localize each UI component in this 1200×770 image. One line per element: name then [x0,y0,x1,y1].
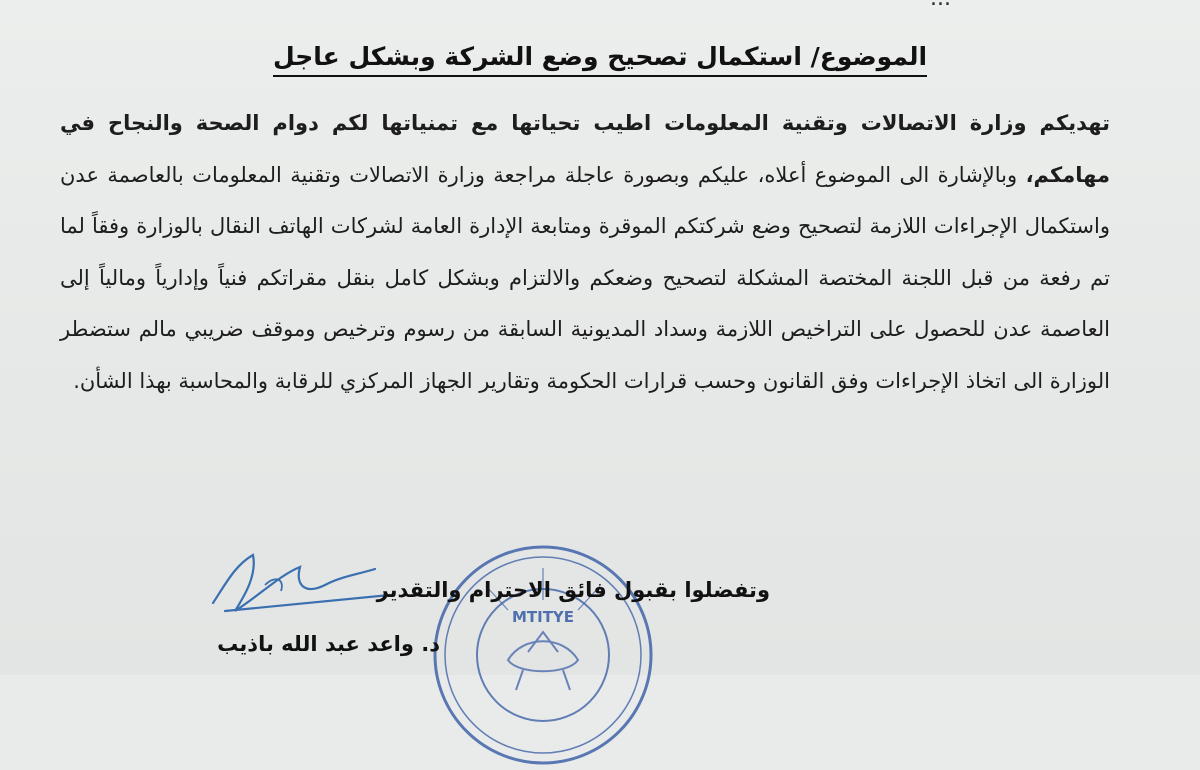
official-stamp [428,540,658,770]
handwritten-signature [205,545,395,625]
subject-label: الموضوع/ [810,42,928,71]
signer-name: د. واعد عبد الله باذيب [217,632,440,656]
header-text-fragment [930,0,951,11]
subject-line [0,42,1200,71]
main-paragraph: وبالإشارة الى الموضوع أعلاه، عليكم وبصورة عاجلة مراجعة وزارة الاتصالات وتقنية المعلومات بالعاصمة عدن واستكمال الإجراءات اللازمة لتصحيح وضع شركتكم الموقرة ومتابعة الإدارة العامة لشركات الهاتف النقال بالوزارة وفقاً لما تم رفعة من قبل اللجنة المختصة المشكلة لتصحيح وضعكم والالتزام وبشكل كامل بنقل مقراتكم فنياً وإدارياً ومالياً إلى العاصمة عدن للحصول على التراخيص اللازمة وسداد المديونية السابقة من رسوم وترخيص وموقف ضريبي مالم ستضطر الوزارة الى اتخاذ الإجراءات وفق القانون وحسب قرارات الحكومة وتقارير الجهاز المركزي للرقابة والمحاسبة بهذا الشأن. [60,162,1110,393]
greeting-sentence: تهديكم وزارة الاتصالات وتقنية المعلومات اطيب تحياتها مع تمنياتها لكم دوام الصحة والنجاح في مهامكم، [60,111,1110,187]
subject-text: استكمال تصحيح وضع الشركة وبشكل عاجل [272,42,802,71]
letter-body [60,98,1110,407]
stamp-text: MTITYE [511,608,575,626]
closing-remark: وتفضلوا بقبول فائق الاحترام والتقدير [376,578,770,602]
